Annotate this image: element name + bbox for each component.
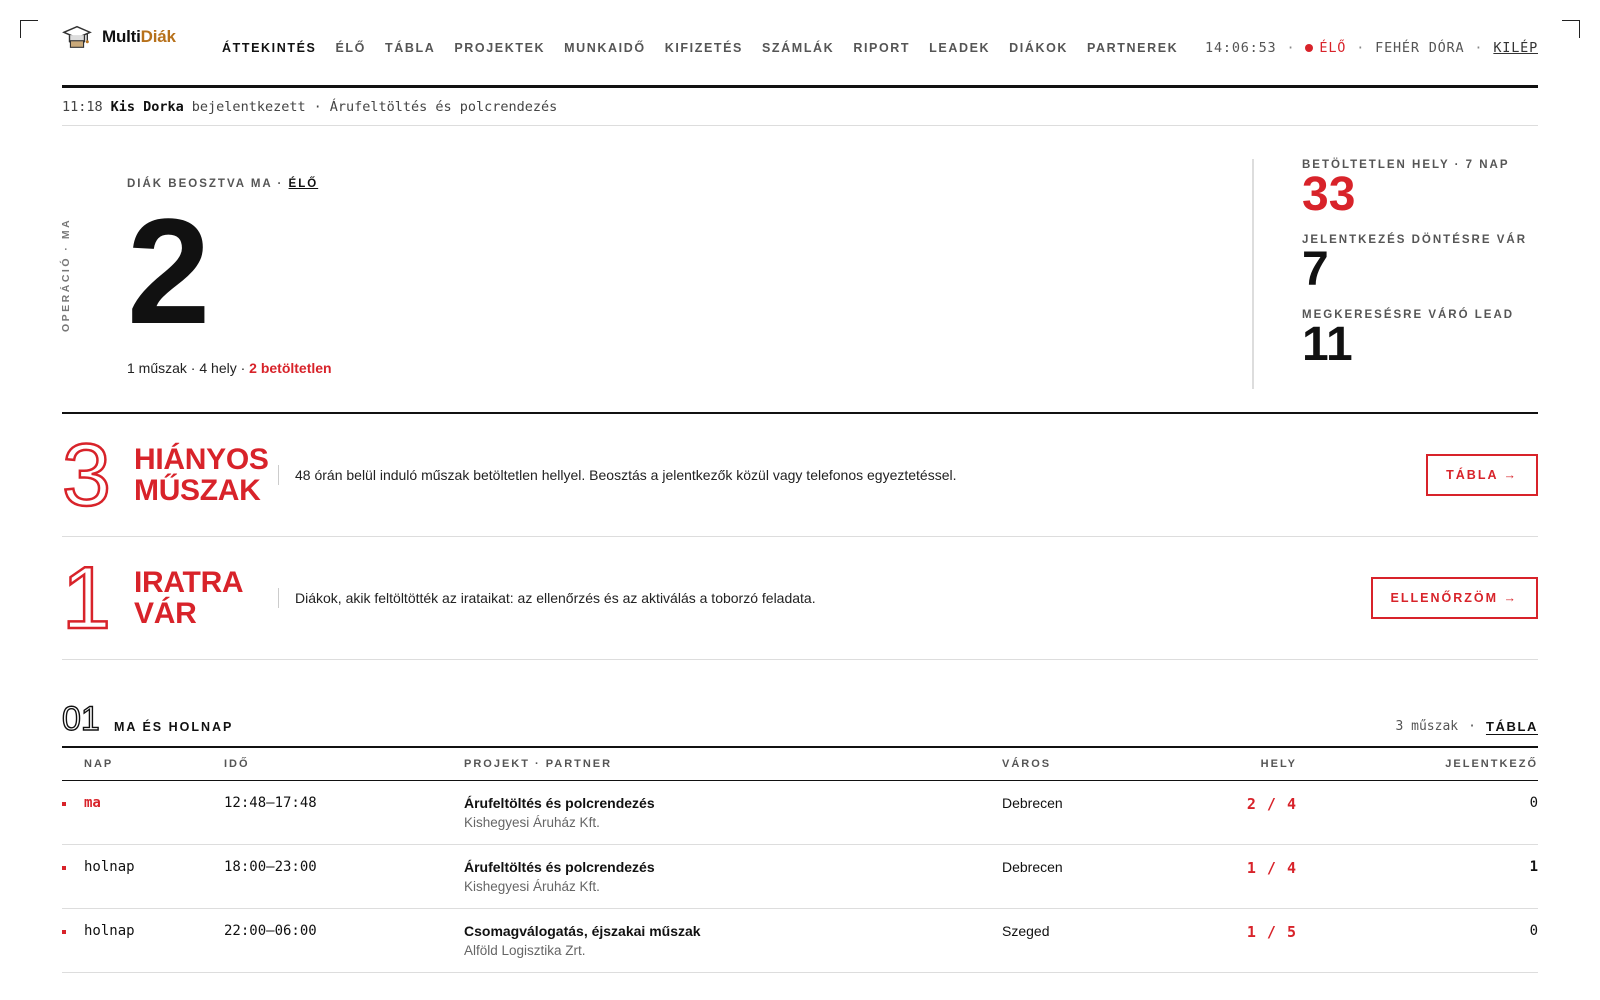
kpi-pending-applications[interactable] <box>1302 234 1538 295</box>
alert-title: HIÁNYOS MŰSZAK <box>134 442 269 507</box>
alert-documents-waiting <box>62 537 1538 660</box>
hero-subtitle: 1 műszak · 4 hely · 2 betöltetlen <box>127 360 332 376</box>
cell-applicants: 1 <box>1297 844 1538 908</box>
nav-szamlak[interactable]: SZÁMLÁK <box>762 41 835 55</box>
kpi-unfilled-slots[interactable] <box>1302 159 1538 220</box>
cell-time: 18:00–23:00 <box>224 844 464 908</box>
section-header <box>62 702 1538 748</box>
vertical-label: OPERÁCIÓ · MA <box>60 217 72 332</box>
cell-applicants: 0 <box>1297 780 1538 844</box>
hero-main-kpi <box>127 178 332 376</box>
ticker-action: bejelentkezett <box>191 98 306 115</box>
col-header-project[interactable]: PROJEKT · PARTNER <box>464 748 1002 780</box>
separator: · <box>1474 40 1484 56</box>
nav-projektek[interactable]: PROJEKTEK <box>454 41 546 55</box>
page <box>62 0 1538 973</box>
kpi-label: MEGKERESÉSRE VÁRÓ LEAD <box>1302 308 1515 321</box>
project-name[interactable]: Árufeltöltés és polcrendezés <box>464 858 655 875</box>
hero-panel <box>62 126 1538 414</box>
section-title: MA ÉS HOLNAP <box>114 720 234 734</box>
partner-name: Kishegyesi Áruház Kft. <box>464 814 600 830</box>
corner-mark-top-left <box>20 20 38 38</box>
nav-tabla[interactable]: TÁBLA <box>384 41 436 55</box>
ticker-project: Árufeltöltés és polcrendezés <box>329 98 558 115</box>
separator: · <box>1356 40 1366 56</box>
corner-mark-top-right <box>1562 20 1580 38</box>
cell-day: holnap <box>62 908 224 972</box>
shift-count: 3 műszak <box>1395 719 1459 734</box>
cell-applicants: 0 <box>1297 908 1538 972</box>
nav-attekintes[interactable]: ÁTTEKINTÉS <box>222 41 317 55</box>
review-button[interactable]: ELLENŐRZÖM → <box>1371 577 1538 619</box>
main-nav <box>222 41 1178 55</box>
alert-description: Diákok, akik feltöltötték az irataikat: az ellenőrzés és az aktiválás a toborzó feladata. <box>278 588 816 608</box>
cell-slots: 1 / 5 <box>1182 908 1297 972</box>
cell-city: Szeged <box>1002 908 1182 972</box>
project-name[interactable]: Csomagválogatás, éjszakai műszak <box>464 922 701 939</box>
kpi-value: 33 <box>1302 168 1356 221</box>
project-name[interactable]: Árufeltöltés és polcrendezés <box>464 794 655 811</box>
logo-text: MultiDiák <box>102 27 176 46</box>
user-name: FEHÉR DÓRA <box>1375 40 1465 56</box>
col-header-slots[interactable]: HELY <box>1182 748 1297 780</box>
hero-label: DIÁK BEOSZTVA MA · ÉLŐ <box>127 178 319 190</box>
cell-project <box>464 908 1002 972</box>
activity-ticker <box>62 88 1538 126</box>
partner-name: Alföld Logisztika Zrt. <box>464 942 586 958</box>
live-dot-icon <box>1305 44 1313 52</box>
hero-value: 2 <box>127 187 207 355</box>
logo[interactable] <box>62 22 176 52</box>
table-row[interactable] <box>62 780 1538 844</box>
col-header-city[interactable]: VÁROS <box>1002 748 1182 780</box>
cell-city: Debrecen <box>1002 844 1182 908</box>
nav-riport[interactable]: RIPORT <box>853 41 911 55</box>
kpi-sidebar <box>1252 159 1538 389</box>
alert-title: IRATRA VÁR <box>134 565 244 630</box>
nav-elo[interactable]: ÉLŐ <box>335 41 366 55</box>
col-header-day[interactable]: NAP <box>62 748 224 780</box>
clock: 14:06:53 <box>1205 40 1277 56</box>
shifts-table <box>62 748 1538 973</box>
cell-project <box>464 844 1002 908</box>
bullet-icon <box>62 802 66 806</box>
cell-day: holnap <box>62 844 224 908</box>
nav-partnerek[interactable]: PARTNEREK <box>1087 41 1179 55</box>
section-board-link[interactable]: TÁBLA <box>1485 719 1538 734</box>
alert-count: 1 <box>62 548 111 647</box>
table-header-row <box>62 748 1538 780</box>
alert-count: 3 <box>62 425 111 524</box>
alert-description: 48 órán belül induló műszak betöltetlen hellyel. Beosztás a jelentkezők közül vagy telefonos egyeztetéssel. <box>278 465 957 485</box>
cell-day: ma <box>62 780 224 844</box>
logout-link[interactable]: KILÉP <box>1493 40 1538 56</box>
nav-munkaido[interactable]: MUNKAIDŐ <box>564 41 646 55</box>
cell-slots: 2 / 4 <box>1182 780 1297 844</box>
alert-missing-shifts <box>62 414 1538 537</box>
kpi-pending-leads[interactable] <box>1302 309 1538 370</box>
cell-time: 12:48–17:48 <box>224 780 464 844</box>
nav-leadek[interactable]: LEADEK <box>929 41 991 55</box>
separator: · <box>1468 719 1476 734</box>
board-button[interactable]: TÁBLA → <box>1426 454 1538 496</box>
hero-live-link[interactable]: ÉLŐ <box>288 178 319 190</box>
table-row[interactable] <box>62 844 1538 908</box>
live-indicator: ÉLŐ <box>1305 40 1346 56</box>
bullet-icon <box>62 930 66 934</box>
kpi-value: 7 <box>1302 242 1329 296</box>
kpi-label: JELENTKEZÉS DÖNTÉSRE VÁR <box>1302 233 1527 246</box>
partner-name: Kishegyesi Áruház Kft. <box>464 878 600 894</box>
top-header <box>62 0 1538 88</box>
col-header-time[interactable]: IDŐ <box>224 748 464 780</box>
cell-time: 22:00–06:00 <box>224 908 464 972</box>
kpi-value: 11 <box>1302 317 1353 371</box>
unfilled-count[interactable]: 2 betöltetlen <box>249 360 332 376</box>
cell-slots: 1 / 4 <box>1182 844 1297 908</box>
ticker-separator: · <box>313 98 322 115</box>
graduation-cap-icon <box>62 22 92 52</box>
status-bar <box>1205 40 1538 56</box>
cell-city: Debrecen <box>1002 780 1182 844</box>
section-number: 01 <box>62 700 100 738</box>
cell-project <box>464 780 1002 844</box>
nav-kifizetes[interactable]: KIFIZETÉS <box>664 41 743 55</box>
ticker-user: Kis Dorka <box>110 98 184 115</box>
nav-diakok[interactable]: DIÁKOK <box>1009 41 1069 55</box>
table-row[interactable] <box>62 908 1538 972</box>
col-header-applicants[interactable]: JELENTKEZŐ <box>1297 748 1538 780</box>
ticker-time: 11:18 <box>62 98 103 115</box>
separator: · <box>1286 40 1296 56</box>
section-meta <box>1396 719 1539 734</box>
bullet-icon <box>62 866 66 870</box>
kpi-label: BETÖLTETLEN HELY · 7 NAP <box>1302 159 1510 171</box>
